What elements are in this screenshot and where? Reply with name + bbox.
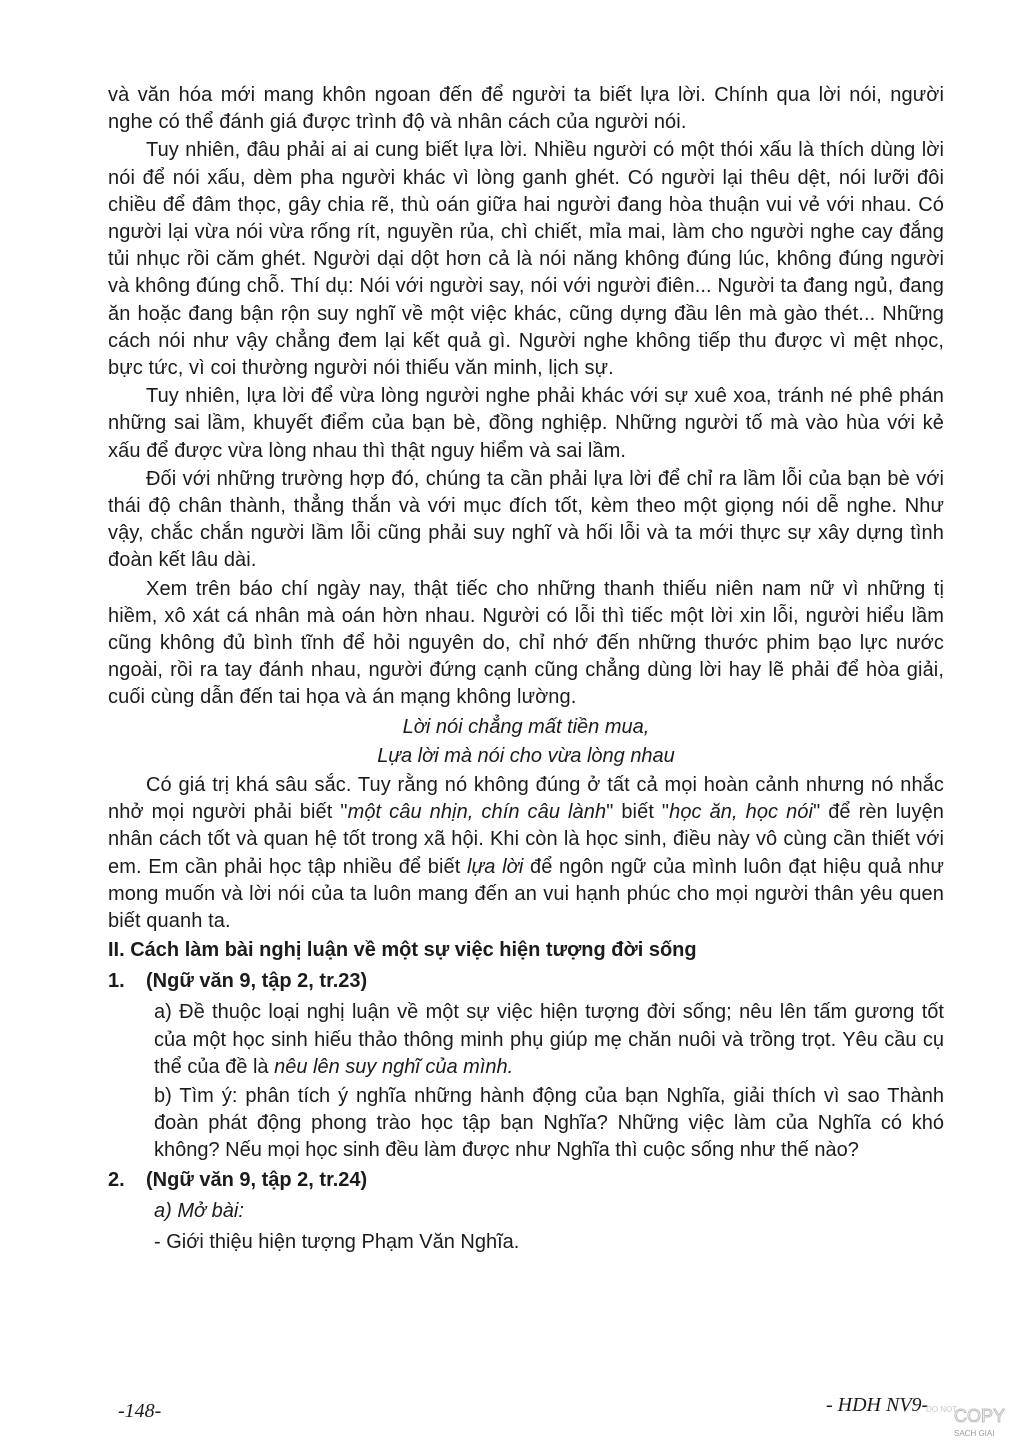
proverb-line-1: Lời nói chẳng mất tiền mua, [402,715,650,738]
watermark-logo [924,1400,1010,1440]
item-1-a-text: a) Đề thuộc loại nghị luận về một sự việc hiện tượng đời sống; nêu lên tấm gương tốt của một học sinh hiếu thảo thông minh phụ giúp mẹ chăn nuôi và trồng trọt. Yêu cầu cụ thể của đề là [154,1001,944,1078]
item-1-title: (Ngữ văn 9, tập 2, tr.23) [146,970,368,993]
watermark-graphic [924,1400,1010,1440]
footer-book-code: - HDH NV9- [826,1394,929,1416]
p6-text-e: " để rèn luyện nhân cách tốt và quan hệ tốt trong xã hội. Khi còn là học sinh, điều này vô cùng cần thiết với em. Em cần phải học tập nhiều để biết [108,801,945,878]
item-2-line: - Giới thiệu hiện tượng Phạm Văn Nghĩa. [154,1230,520,1253]
p6-text-a: Có giá trị khá sâu sắc. Tuy rằng nó không đúng ở tất cả mọi hoàn cảnh nhưng nó nhắc nhở mọi người phải biết " [108,774,944,824]
paragraph-2: Tuy nhiên, đâu phải ai ai cung biết lựa lời. Nhiều người có một thói xấu là thích dùng lời nói để nói xấu, dèm pha người khác vì lòng ganh ghét. Có người lại thêu dệt, nói lưỡi đôi chiều để đâm thọc, gây chia rẽ, thù oán giữa hai người đang hòa thuận vui vẻ với nhau. Có người lại vừa nói vừa rống rít, nguyền rủa, chì chiết, mỉa mai, làm cho người nghe cay đắng tủi nhục rồi căm ghét. Người dại dột hơn cả là nói năng không đúng lúc, không đúng người và không đúng chỗ. Thí dụ: Nói với người say, nói với người điên... Người ta đang ngủ, đang ăn hoặc đang bận rộn suy nghĩ về một việc khác, cũng dựng đầu lên mà gào thét... Những cách nói như vậy chẳng đem lại kết quả gì. Người nghe không tiếp thu được vì mệt nhọc, bực tức, vì coi thường người nói thiếu văn minh, lịch sự. [108,139,944,380]
item-1-b: b) Tìm ý: phân tích ý nghĩa những hành động của bạn Nghĩa, giải thích vì sao Thành đoàn phát động phong trào học tập bạn Nghĩa? Những việc làm của Nghĩa có khó không? Nếu mọi học sinh đều làm được như Nghĩa thì cuộc sống như thế nào? [154,1084,944,1162]
page-number: -148- [118,1400,162,1422]
document-body [108,82,944,1260]
p6-text-c: " biết " [606,801,670,824]
paragraph-6 [108,772,944,935]
item-2-a-label [108,1198,944,1225]
paragraph-3: Tuy nhiên, lựa lời để vừa lòng người nghe phải khác với sự xuê xoa, tránh né phê phán những sai lầm, khuyết điểm của bạn bè, đồng nghiệp. Những người tố mà vào hùa với kẻ xấu để được vừa lòng nhau thì thật nguy hiểm và sai lầm. [108,385,944,462]
item-2-title: (Ngữ văn 9, tập 2, tr.24) [146,1168,368,1191]
item-2-a-label-text: a) Mở bài: [154,1199,244,1222]
paragraph-5: Xem trên báo chí ngày nay, thật tiếc cho những thanh thiếu niên nam nữ vì những tị hiềm, xô xát cá nhân mà oán hờn nhau. Người có lỗi thì tiếc một lời xin lỗi, người hiểu lầm cũng không đủ bình tĩnh để hỏi nguyên do, chỉ nhớ đến những thước phim bạo lực nước ngoài, rồi ra tay đánh nhau, người đứng cạnh cũng chẳng dùng lời hay lẽ phải để hòa giải, cuối cùng dẫn đến tai họa và án mạng không lường. [108,577,944,709]
watermark-bottom-text: SACH GIAI [954,1429,995,1438]
watermark-big-text: COPY [954,1406,1006,1426]
item-1-a-italic: nêu lên suy nghĩ của mình. [274,1055,514,1078]
p6-italic-b: một câu nhịn, chín câu lành [347,801,607,824]
paragraph-1: và văn hóa mới mang khôn ngoan đến để người ta biết lựa lời. Chính qua lời nói, người nghe có thể đánh giá được trình độ và nhân cách của người nói. [108,84,944,134]
watermark-small-text: DO NOT [926,1405,958,1414]
item-1-a [154,999,944,1081]
item-2-number: 2. [108,1168,125,1191]
proverb-line-2: Lựa lời mà nói cho vừa lòng nhau [377,744,675,767]
p6-italic-f: lựa lời [466,855,524,878]
item-1-number: 1. [108,970,125,993]
paragraph-4: Đối với những trường hợp đó, chúng ta cần phải lựa lời để chỉ ra lầm lỗi của bạn bè với thái độ chân thành, thẳng thắn và với mục đích tốt, kèm theo một giọng nói dễ nghe. Như vậy, chắc chắn người lầm lỗi cũng phải suy nghĩ và hối lỗi và ta mới thực sự xây dựng tình đoàn kết lâu dài. [108,467,944,572]
item-1-heading [108,968,944,995]
item-2-heading [108,1167,944,1194]
item-1-content [108,999,944,1164]
p6-text-g: để ngôn ngữ của mình luôn đạt hiệu quả như mong muốn và lời nói của ta luôn mang đến an vui hạnh phúc cho mọi người thân yêu quen biết quanh ta. [108,855,944,933]
section-heading: II. Cách làm bài nghị luận về một sự việc hiện tượng đời sống [108,939,697,962]
p6-italic-d: học ăn, học nói [669,801,814,824]
